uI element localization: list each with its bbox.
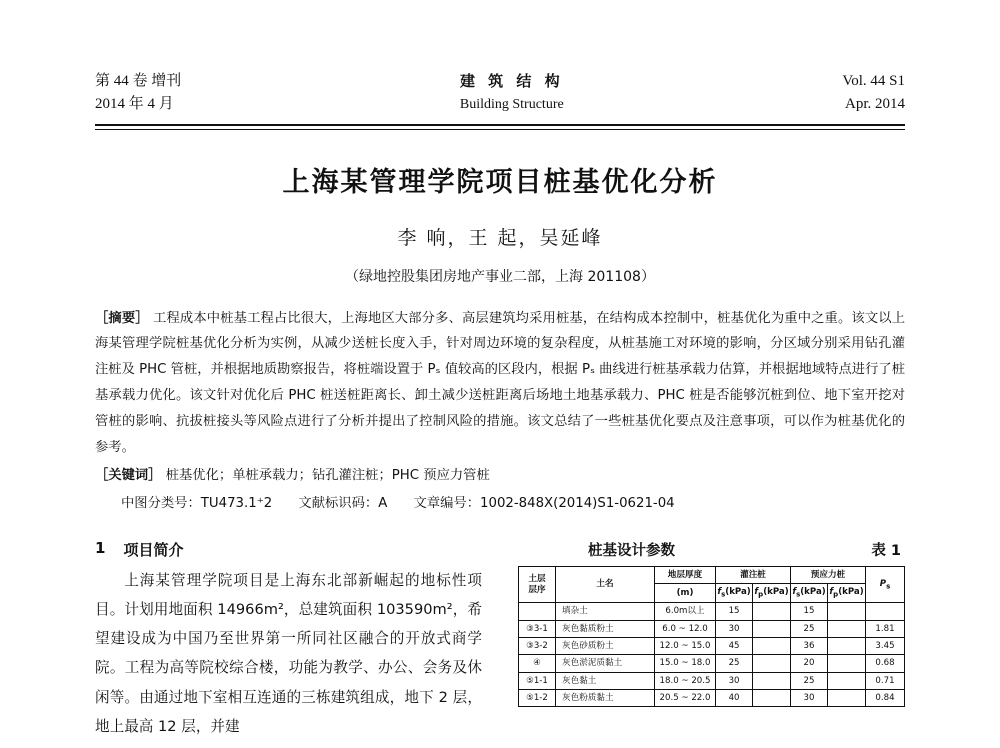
th-depth-unit: (m) (655, 584, 716, 603)
volume-issue: 第 44 卷 增刊 (95, 73, 182, 89)
table-cell-soil: 灰色淤泥质黏土 (556, 655, 655, 672)
th-bored-pile: 灌注桩 (716, 566, 791, 583)
table-cell-yfs: 36 (790, 637, 827, 654)
table-cell-depth: 15.0 ~ 18.0 (655, 655, 716, 672)
th-layer: 土层 层序 (519, 566, 556, 602)
article-id-value: 1002-848X(2014)S1-0621-04 (480, 495, 675, 511)
table-cell-zfs: 30 (716, 672, 753, 689)
table-cell-layer: ③3-1 (519, 620, 556, 637)
issue-date-cn: 2014 年 4 月 (95, 96, 174, 113)
section-paragraph: 上海某管理学院项目是上海东北部新崛起的地标性项目。计划用地面积 14966m²，总建筑面积 103590m²，希望建设成为中国乃至世界第一所同社区融合的开放式商学院。工程为高等院校综合楼，功能为教学、办公、会务及休闲等。由通过地下室相互连通的三栋建筑组成，地下 2 层，地上最高 12 层，并建 (95, 571, 482, 735)
keywords-text: 桩基优化；单桩承载力；钻孔灌注桩；PHC 预应力管桩 (165, 468, 490, 484)
table-cell-depth: 6.0m以上 (655, 603, 716, 620)
table-cell-soil: 灰色粉质黏土 (556, 689, 655, 706)
doc-code-segment (298, 496, 387, 511)
pile-design-table (518, 566, 905, 707)
th-bored-fs: $f_s(kPa)$ (716, 584, 753, 603)
table-cell-layer: ⑤1-2 (519, 689, 556, 706)
table-header-row-1 (519, 566, 905, 583)
body-columns (95, 539, 905, 741)
abstract-label: ［摘要］ (95, 310, 149, 326)
table-cell-layer: ③3-2 (519, 637, 556, 654)
table-cell-depth: 6.0 ~ 12.0 (655, 620, 716, 637)
classification-line (95, 491, 905, 517)
table-cell-zfp (753, 689, 791, 706)
table-cell-yfp (828, 603, 866, 620)
table-cell-soil: 灰色黏土 (556, 672, 655, 689)
clc-label: 中图分类号： (121, 495, 201, 511)
table-cell-ps: 0.84 (866, 689, 905, 706)
table-cell-depth: 12.0 ~ 15.0 (655, 637, 716, 654)
th-prestressed-pile: 预应力桩 (790, 566, 865, 583)
running-head-left (95, 70, 181, 117)
table-cell-zfp (753, 603, 791, 620)
doc-code-label: 文献标识码： (298, 495, 379, 511)
table-cell-zfs: 30 (716, 620, 753, 637)
table-row (519, 689, 905, 706)
section-number: 1 (95, 538, 106, 557)
page-title: 上海某管理学院项目桩基优化分析 (282, 166, 718, 198)
table-row (519, 637, 905, 654)
th-depth: 地层厚度 (655, 566, 716, 583)
table-number: 表 1 (871, 542, 901, 559)
column-right (518, 539, 905, 741)
table-cell-soil: 灰色砂质粉土 (556, 637, 655, 654)
affiliation: （绿地控股集团房地产事业二部，上海 201108） (345, 268, 655, 285)
table-cell-zfp (753, 672, 791, 689)
table-cell-yfp (828, 672, 866, 689)
th-pre-fs: $f_s(kPa)$ (790, 584, 827, 603)
table-cell-zfp (753, 655, 791, 672)
table-cell-zfs: 15 (716, 603, 753, 620)
running-head-right (842, 70, 905, 117)
table-cell-ps: 0.71 (866, 672, 905, 689)
th-bored-fp: $f_p(kPa)$ (753, 584, 791, 603)
journal-title-en: Building Structure (459, 97, 564, 113)
article-id-segment (414, 496, 675, 511)
th-ps: $P_s$ (866, 566, 905, 602)
keywords-block (95, 463, 905, 489)
section-title: 项目简介 (123, 540, 184, 559)
clc-segment (121, 496, 272, 511)
journal-title (181, 70, 842, 116)
column-left (95, 539, 482, 741)
header-divider (95, 124, 905, 130)
issue-date-en: Apr. 2014 (845, 96, 905, 113)
table-cell-yfs: 30 (790, 689, 827, 706)
table-cell-layer (519, 603, 556, 620)
table-cell-layer: ④ (519, 655, 556, 672)
table-cell-soil: 填杂土 (556, 603, 655, 620)
th-pre-fp: $f_p(kPa)$ (828, 584, 866, 603)
table-head (519, 566, 905, 602)
table-cell-yfp (828, 637, 866, 654)
table-cell-yfs: 15 (790, 603, 827, 620)
table-cell-zfp (753, 620, 791, 637)
table-cell-depth: 18.0 ~ 20.5 (655, 672, 716, 689)
table-cell-depth: 20.5 ~ 22.0 (655, 689, 716, 706)
table-cell-zfp (753, 637, 791, 654)
table-cell-layer: ⑤1-1 (519, 672, 556, 689)
table-row (519, 655, 905, 672)
keywords-label: ［关键词］ (95, 468, 162, 484)
table-cell-yfp (828, 655, 866, 672)
table-cell-zfs: 45 (716, 637, 753, 654)
table-row (519, 672, 905, 689)
table-cell-soil: 灰色黏质粉土 (556, 620, 655, 637)
table-cell-zfs: 25 (716, 655, 753, 672)
article-id-label: 文章编号： (413, 495, 481, 511)
th-soil-name: 土名 (556, 566, 655, 602)
table-row (519, 620, 905, 637)
abstract-block (95, 306, 905, 462)
table-cell-yfs: 25 (790, 620, 827, 637)
section-heading (95, 539, 482, 560)
table-cell-yfs: 20 (790, 655, 827, 672)
author-list: 李 响，王 起，吴延峰 (397, 226, 603, 249)
table-caption-text: 桩基设计参数 (588, 542, 675, 559)
volume-en: Vol. 44 S1 (842, 73, 905, 89)
running-head (95, 70, 905, 117)
table-caption (518, 539, 905, 566)
clc-value: TU473.1⁺2 (200, 495, 273, 511)
journal-title-cn: 建 筑 结 构 (459, 72, 564, 90)
table-cell-zfs: 40 (716, 689, 753, 706)
table-body (519, 603, 905, 707)
table-cell-yfp (828, 689, 866, 706)
table-cell-ps: 0.68 (866, 655, 905, 672)
abstract-text: 工程成本中桩基工程占比很大，上海地区大部分多、高层建筑均采用桩基，在结构成本控制中，桩基优化为重中之重。该文以上海某管理学院桩基优化分析为实例，从减少送桩长度入手，针对周边环境的复杂程度，从桩基施工对环境的影响，分区域分别采用钻孔灌注桩及 PHC 管桩，并根据地质勘察报告，将桩端设置于 Pₛ 值较高的区段内，根据 Pₛ 曲线进行桩基承载力估算，并根据地域特点进行了桩基承载力优化。该文针对优化后 PHC 桩送桩距离长、卸土减少送桩距离后场地土地基承载力、PHC 桩是否能够沉桩到位、地下室开挖对管桩的影响、抗拔桩接头等风险点进行了分析并提出了控制风险的措施。该文总结了一些桩基优化要点及注意事项，可以作为桩基优化的参考。 (95, 310, 905, 456)
doc-code-value: A (378, 495, 388, 511)
table-cell-ps: 3.45 (866, 637, 905, 654)
table-cell-ps: 1.81 (866, 620, 905, 637)
table-cell-yfp (828, 620, 866, 637)
table-cell-ps (866, 603, 905, 620)
table-row (519, 603, 905, 620)
table-cell-yfs: 25 (790, 672, 827, 689)
